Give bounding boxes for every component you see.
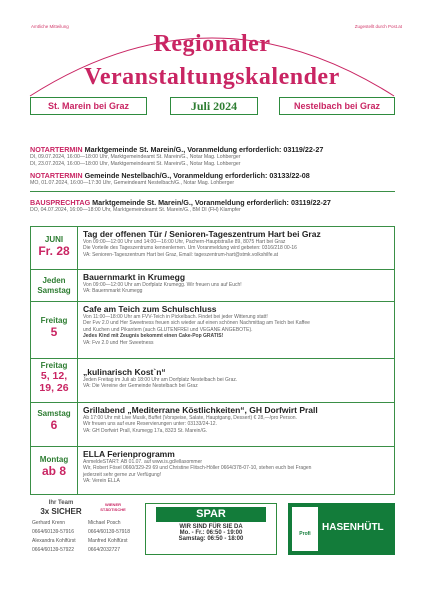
event-title: Tag der offenen Tür / Senioren-Tageszentrum Hart bei Graz: [83, 229, 321, 239]
agent-name: Manfred Kohlfürst: [88, 538, 128, 544]
title-regionaler: Regionaler: [153, 31, 271, 57]
event-title: ELLA Ferienprogramm: [83, 449, 175, 459]
event-row: [31, 446, 394, 494]
event-text: Von 11:00—18:00 Uhr am FVV-Teich in Pickelbach. Findet bei jeder Witterung statt!: [83, 314, 268, 320]
event-date-line1: Freitag: [40, 361, 68, 370]
event-text: VA: Fvv 2.0 und Her Sweetness: [83, 339, 154, 346]
header-row: [30, 97, 395, 115]
event-date-line1: JUNI: [44, 235, 64, 244]
divider: [30, 191, 395, 192]
agent-phone: 0664/2032727: [88, 547, 120, 553]
agent-name: Michael Posch: [88, 520, 121, 526]
spar-hours-saturday: Samstag: 06:50 - 18:00: [178, 536, 244, 542]
agent-phone: 0664/60139-57918: [88, 529, 130, 535]
title-calendar: Veranstaltungskalender: [84, 64, 340, 90]
team-right: [88, 519, 130, 555]
right-town-box: Nestelbach bei Graz: [279, 97, 395, 115]
notar-line: DI, 09.07.2024, 16:00—18:00 Uhr, Marktgemeindeamt St. Marein/G., Notar Mag. Lohberger: [30, 154, 241, 160]
event-title: Cafe am Teich zum Schulschluss: [83, 304, 217, 314]
event-date: [31, 359, 78, 402]
event-row: [31, 227, 394, 269]
event-date-line2: 5: [50, 325, 58, 339]
profi-logo: Profi: [292, 507, 318, 551]
notar-line: DI, 23.07.2024, 16:00—18:00 Uhr, Marktgemeindeamt St. Marein/G., Notar Mag. Lohberger: [30, 161, 241, 167]
event-body: [83, 449, 389, 485]
agent-phone: 0664/60139-57916: [32, 529, 74, 535]
event-text: Wir freuen uns auf eure Reservierungen unter: 03133/24-12.: [83, 421, 217, 428]
official-notice: Amtliche Mitteilung: [31, 24, 69, 29]
notar-place: Gemeinde Nestelbach/G.,: [84, 171, 172, 180]
event-date: [31, 447, 78, 494]
notar-line: MO, 01.07.2024, 16:00—17:30 Uhr, Gemeindeamt Nestelbach/G., Notar Mag. Lohberger: [30, 180, 235, 186]
spar-slogan: WIR SIND FÜR SIE DA: [179, 524, 243, 530]
event-text: Jeden Freitag im Juli ab 18:00 Uhr am Dorfplatz Nestelbach bei Graz.: [83, 377, 238, 383]
event-text: VA: Senioren-Tageszentrum Hart bei Graz, Email: tageszentrum-hart@stmk.volkshilfe.at: [83, 251, 279, 258]
team-sub: 3x SICHER: [40, 507, 82, 516]
team-title: Ihr Team: [48, 500, 74, 506]
notar-note: Voranmeldung erforderlich: 03133/22-08: [173, 171, 310, 180]
event-text: VA: Verein ELLA: [83, 478, 120, 485]
event-date-line2: 6: [50, 418, 58, 432]
event-title: Bauernmarkt in Krumegg: [83, 272, 186, 282]
notar-place: Marktgemeinde St. Marein/G.,: [92, 198, 193, 207]
event-title: „kulinarisch Kost`n“: [83, 367, 166, 377]
event-date: [31, 302, 78, 358]
event-text: Die Vorteile des Tageszentrums kennenlernen. Um Voranmeldung wird gebeten: 0316/218 00-16: [83, 245, 297, 252]
event-text: AnmeldeSTART: AB 01.07. auf www.is.gd/ellasommer: [83, 459, 203, 465]
event-text: Jedes Kind mit Zeugnis bekommt einen Cake-Pop GRATIS!: [83, 333, 224, 340]
notar-tag: NOTARTERMIN: [30, 171, 83, 180]
event-date: [31, 270, 78, 301]
insurance-ad: [30, 500, 135, 558]
event-text: VA: Bauernmarkt Krumegg: [83, 288, 143, 295]
event-row: [31, 269, 394, 301]
notar-block-2: [30, 171, 395, 187]
event-text: Von 09:00—12:00 Uhr am Dorfplatz Krumegg. Wir freuen uns auf Euch!: [83, 282, 242, 288]
event-date-line1: Montag: [39, 455, 69, 464]
hasenhuetl-name: HASENHÜTL: [322, 522, 384, 533]
notar-tag: NOTARTERMIN: [30, 145, 83, 154]
event-text: Wir, Robert Fösel 0660/329-29 69 und Christine Flitsch-Höller 0664/378-07-10, stehen euch bei Fragen: [83, 465, 312, 472]
notar-note: Voranmeldung erforderlich: 03119/22-27: [187, 145, 324, 154]
delivery-note: Zugestellt durch Post.at: [354, 24, 402, 29]
spar-hours-weekday: Mo. - Fr.: 06:50 - 19:00: [179, 530, 243, 536]
event-text: Der Fvv 2.0 und Her Sweetness freuen sich wieder auf einen schönen Nachmittag am Teich bei Kaffee: [83, 320, 310, 327]
event-text: Von 09:00—12:00 Uhr und 14:00—16:00 Uhr, Pachern-Hauptstraße 89, 8075 Hart bei Graz: [83, 239, 286, 245]
event-row: [31, 358, 394, 402]
event-date-line1: Samstag: [37, 409, 71, 418]
events-table: [30, 226, 395, 495]
notar-place: Marktgemeinde St. Marein/G.,: [84, 145, 186, 154]
event-date-line1: Jeden: [42, 276, 66, 285]
event-text: VA: Die Vereine der Gemeinde Nestelbach bei Graz: [83, 383, 198, 390]
agent-name: Gerhard Krenn: [32, 520, 66, 526]
team-left: [32, 519, 76, 555]
notar-note: Voranmeldung erforderlich: 03119/22-27: [194, 198, 331, 207]
event-date: [31, 227, 78, 269]
event-row: [31, 402, 394, 446]
event-row: [31, 301, 394, 358]
event-date-line2: ab 8: [41, 464, 66, 478]
event-date: [31, 403, 78, 446]
notar-tag: BAUSPRECHTAG: [30, 198, 91, 207]
agent-name: Alexandra Kohlfürst: [32, 538, 76, 544]
event-date-line1: Freitag: [40, 316, 68, 325]
event-body: [83, 304, 389, 346]
event-body: [83, 405, 389, 434]
bausprechtag-block: [30, 198, 395, 214]
hasenhuetl-ad: [288, 503, 395, 555]
event-title: Grillabend „Mediterrane Köstlichkeiten“, GH Dorfwirt Prall: [83, 405, 318, 415]
sponsors-footer: [30, 500, 395, 558]
month-box: Juli 2024: [170, 97, 258, 115]
insurer-badge: WIENER STÄDTISCHE: [100, 502, 126, 512]
event-date-line2: 5, 12, 19, 26: [39, 370, 69, 394]
notar-block-1: [30, 145, 395, 168]
agent-phone: 0664/60139-57922: [32, 547, 74, 553]
event-body: [83, 272, 389, 295]
notar-line: DO, 04.07.2024, 16:00—18:00 Uhr, Marktgemeindeamt St. Marein/G., BM DI (FH) Klampfer: [30, 207, 241, 213]
event-text: VA: GH Dorfwirt Prall, Krumegg 17a, 8323 St. Marein/G.: [83, 427, 208, 434]
spar-ad: [145, 503, 277, 555]
event-date-line2: Fr. 28: [38, 244, 70, 258]
event-text: jederzeit sehr gerne zur Verfügung!: [83, 471, 162, 478]
event-text: Ab 17:00 Uhr mit Live Musik, Buffet (Vorspeise, Salate, Hauptgang, Dessert) € 28,—/pro Person.: [83, 415, 297, 421]
event-body: [83, 367, 389, 390]
event-body: [83, 229, 389, 258]
event-text: und Kuchen und Pikantem (auch GLUTENFREI und VEGANE ANGEBOTE).: [83, 326, 253, 333]
spar-logo: SPAR: [156, 507, 266, 522]
event-date-line2: Samstag: [37, 286, 71, 295]
left-town-box: St. Marein bei Graz: [30, 97, 147, 115]
